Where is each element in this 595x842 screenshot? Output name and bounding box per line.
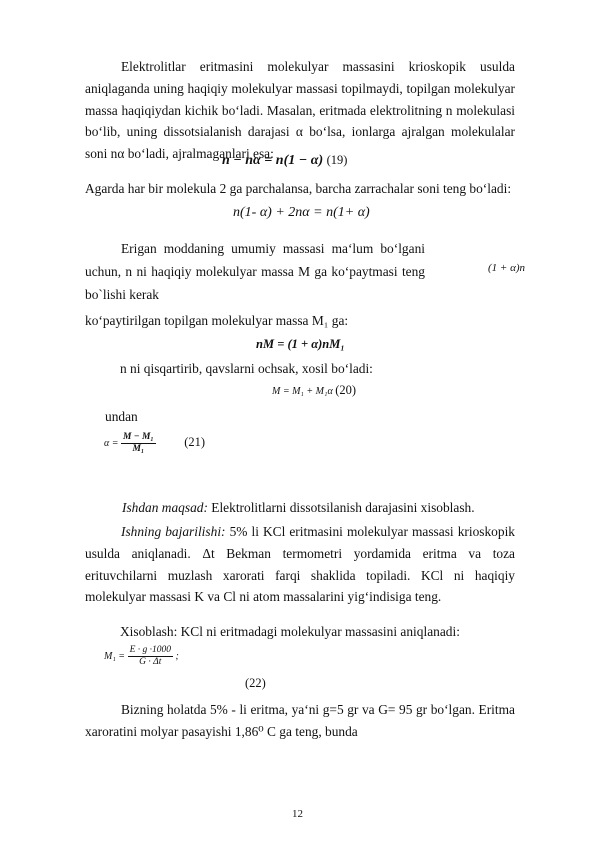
inline-factor: (1 + α)n (488, 262, 526, 274)
goal-label: Ishdan maqsad: (122, 500, 208, 515)
equation-22-number: (22) (245, 676, 266, 690)
particles-sentence: Agarda har bir molekula 2 ga parchalansa, barcha zarrachalar soni teng bo‘ladi: (85, 181, 512, 196)
equation-19-expression: n − nα = n(1 − α) (222, 153, 324, 168)
mass-paragraph: Erigan moddaning umumiy massasi ma‘lum bo‘lgani uchun, n ni haqiqiy molekulyar massa M ga ko‘paytmasi teng bo`lishi kerak (85, 241, 425, 302)
procedure-label: Ishning bajarilishi: (121, 524, 226, 539)
equation-nm: nM = (1 + α)nM₁ (256, 337, 345, 351)
reduce-sentence: n ni qisqartirib, qavslarni ochsak, xosil bo‘ladi: (120, 361, 373, 376)
equation-19-number: (19) (326, 153, 348, 167)
calculation-sentence: Xisoblash: KCl ni eritmadagi molekulyar massasini aniqlanadi: (120, 624, 460, 639)
equation-21-numerator: M − M₁ (123, 432, 154, 442)
procedure-paragraph (85, 521, 515, 608)
equation-22-fraction (128, 645, 173, 668)
equation-21-number: (21) (184, 434, 206, 449)
intro-paragraph: Elektrolitlar eritmasini molekulyar massasini krioskopik usulda aniqlaganda uning haqiqiy molekulyar massasi topilmaydi, topilgan molekulyar massa haqiqiydan kichik bo‘ladi. Masalan, eritmada elektrolitning n molekulasi bo‘lib, uning dissotsialanish darajasi α bo‘lsa, ionlarga ajralgan molekulalar soni nα bo‘ladi, ajralmaganlari esa: (85, 59, 515, 162)
equation-22 (104, 645, 179, 668)
equation-22-tail: ; (175, 650, 179, 662)
equation-20-number: (20) (335, 383, 357, 397)
goal-text: Elektrolitlarni dissotsilanish darajasini xisoblash. (211, 500, 475, 515)
equation-21-lhs: α = (104, 437, 119, 449)
equation-22-denominator: G · Δt (139, 657, 162, 667)
equation-particle-count: n(1- α) + 2nα = n(1+ α) (233, 205, 370, 220)
mass-paragraph-tail: ko‘paytirilgan topilgan molekulyar massa M₁ ga: (85, 313, 349, 328)
equation-20 (272, 383, 356, 398)
undan-label: undan (105, 409, 138, 424)
closing-paragraph: Bizning holatda 5% - li eritma, ya‘ni g=5 gr va G= 95 gr bo‘lgan. Eritma xaroratini molyar pasayishi 1,86⁰ C ga teng, bunda (85, 702, 515, 739)
equation-22-numerator: E · g ·1000 (129, 645, 171, 655)
equation-20-expression: M = M₁ + M₁α (272, 386, 333, 397)
equation-21-fraction (121, 432, 156, 455)
page-number: 12 (292, 808, 303, 820)
procedure-text: 5% li KCl eritmasini molekulyar massasi krioskopik usulda aniqlanadi. Δt Bekman termometri yordamida eritma va toza erituvchilarni muzlash xarorati farqi shaklida topiladi. KCl ni haqiqiy molekulyar massasi K va Cl ni atom massalarini yig‘indisiga teng. (85, 524, 515, 605)
equation-22-lhs: M₁ = (104, 650, 126, 662)
equation-19 (222, 153, 347, 169)
goal-line (122, 499, 475, 517)
equation-21-denominator: M₁ (132, 444, 145, 454)
equation-21 (104, 432, 205, 455)
